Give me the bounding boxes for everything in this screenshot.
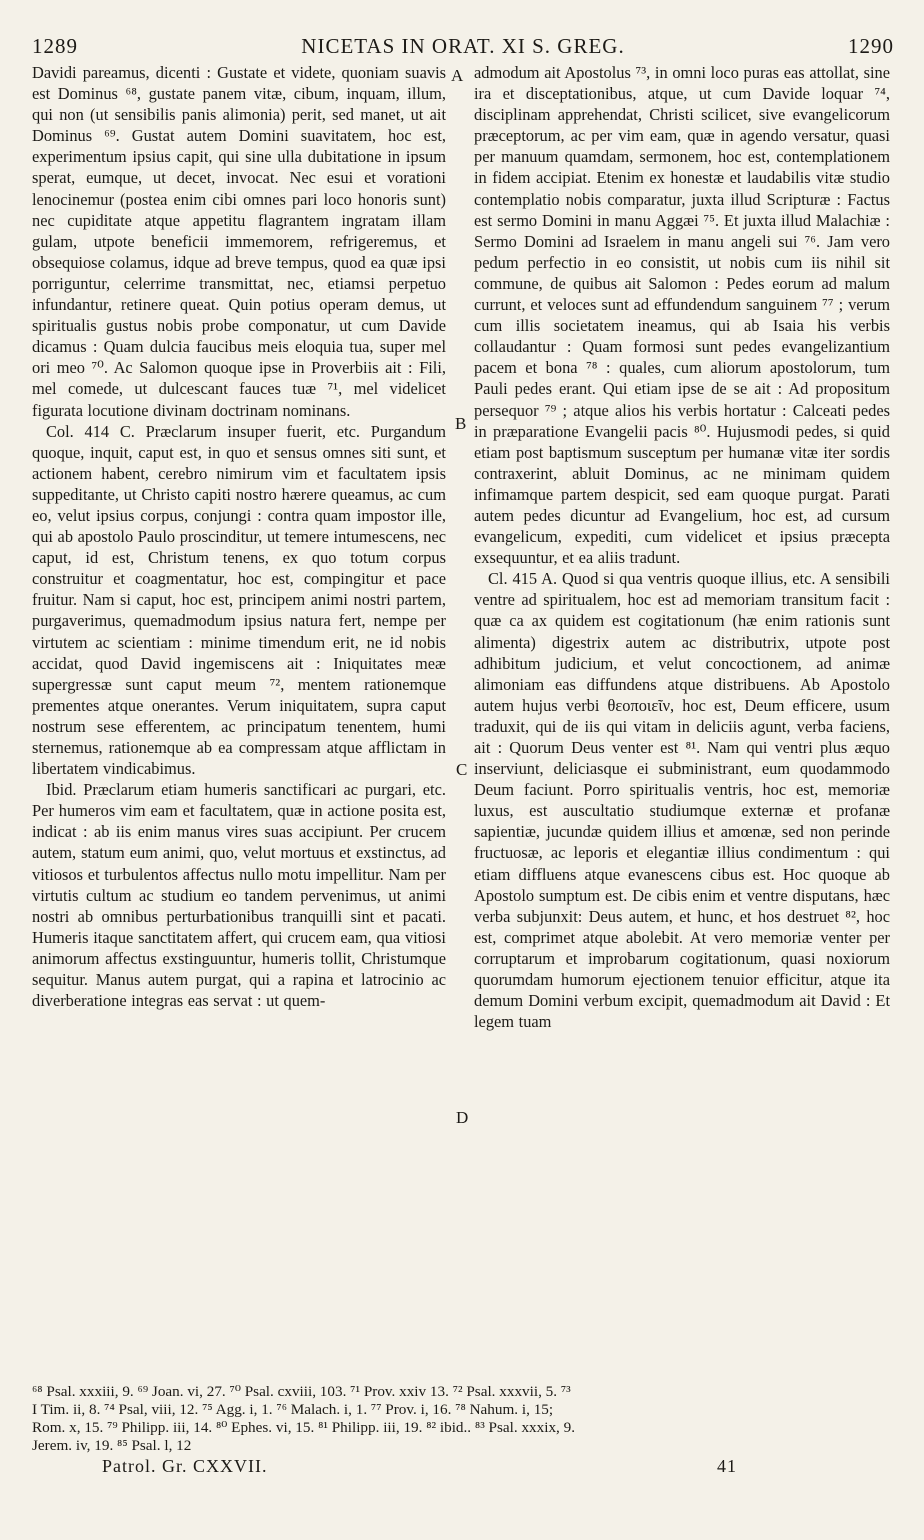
left-paragraph: Davidi pareamus, dicenti : Gustate et videte, quoniam suavis est Dominus ⁶⁸, gustate panem vitæ, cibum, inquam, illum, qui non (ut sensibilis panis alimonia) perit, sed manet, ut ait Dominus ⁶⁹. Gustat autem Domini suavitatem, hoc est, experimentum ipsius capit, qui sine ulla dubitatione in ipsum sperat, eumque, ut decet, invocat. Nec esui et vorationi lenocinemur (postea enim cibi omnes pari loco honoris sunt) nec cupiditate atque appetitu flagrantem ingratam illam gulam, utpote beneficii immemorem, refrigeremus, et obsequiose colamus, idque ad breve tempus, quod ea quæ ipsi porriguntur, celerrime transmittat, nec, etiamsi perpetuo infundantur, retinere queat. Quin potius operam demus, ut spiritualis gustus nobis probe componatur, ut cum Davide dicamus : Quam dulcia faucibus meis eloquia tua, super mel ori meo ⁷⁰. Ac Salomon quoque ipse in Proverbiis ait : Fili, mel comede, ut dulcescant fauces tuæ ⁷¹, mel videlicet figurata locutione divinam doctrinam nominans. — [32, 63, 446, 420]
running-header — [32, 34, 894, 60]
section-marker-d: D — [456, 1108, 469, 1127]
footnotes — [32, 1383, 904, 1455]
left-paragraph: Ibid. Præclarum etiam humeris sanctificari ac purgari, etc. Per humeros vim eam et facultatem, quæ in actione posita est, indicat : ab iis enim manus vires suas accipiunt. Per crucem autem, statum eum animi, quo, velut mortuus et exstinctus, ad vitiosos et turbulentos affectus nullo motu impellitur. Nam per virtutis cultum ac studium eo tandem pervenimus, ut animi nostri ab omnibus perturbationibus tranquilli sint et pacati. Humeris itaque sanctitatem affert, qui crucem eam, qua vitiosi animorum affectus exstinguuntur, humeris tollit, Christumque sequitur. Manus autem purgat, qui a rapina et latrocinio ac diverberatione integras eas servat : ut quem- — [32, 780, 446, 1011]
footnote-line: ⁶⁸ Psal. xxxiii, 9. ⁶⁹ Joan. vi, 27. ⁷⁰ Psal. cxviii, 103. ⁷¹ Prov. xxiv 13. ⁷² Psal. xxxvii, 5. ⁷³ — [32, 1383, 571, 1400]
left-column — [32, 62, 446, 1011]
left-paragraph: Col. 414 C. Præclarum insuper fuerit, etc. Purgandum quoque, inquit, caput est, in quo et sensus omnes siti sunt, et actionem habent, cerebro nimirum vim et facultatem ipsis suppeditante, ut Christo capiti nostro hærere queamus, ac cum eo, velut ipsius corpus, conjungi : contra quam impostor ille, qui ab apostolo Paulo proscinditur, ut temere intumescens, nec caput, id est, Christum tenens, ex quo totum corpus construitur et coagmentatur, hoc est, compingitur et pace fruitur. Nam si caput, hoc est, principem animi nostri partem, purgaverimus, quemadmodum ipsius natura fert, nempe per virtutem ac scientiam : minime timendum erit, ne id nobis accidat, quod David ingemiscens ait : Iniquitates meæ supergressæ sunt caput meum ⁷², mentem rationemque prementes atque onerantes. Verum iniquitatem, supra caput nostrum sese efferentem, ac principatum tenentem, humi sternemus, rationemque ab ea compressam atque afflictam in libertatem vindicabimus. — [32, 421, 446, 779]
right-paragraph: admodum ait Apostolus ⁷³, in omni loco puras eas attollat, sine ira et disceptationibus, atque, ut cum Davide loquar ⁷⁴, disciplinam apprehendat, Christi scilicet, sive evangelicorum præceptorum, ac per vim eam, quæ in agendo versatur, quasi per manuum quamdam, sermonem, hoc est, contemplationem in fidem accipiat. Etenim ex honestæ et laudabilis vitæ studio contemplatio nobis comparatur, juxta illud Scripturæ : Factus est sermo Domini in manu Aggæi ⁷⁵. Et juxta illud Malachiæ : Sermo Domini ad Israelem in manu angeli sui ⁷⁶. Jam vero pedum perfectio in eo consistit, ut nobis cum iis nihil sit commune, de quibus ait Salomon : Pedes eorum ad malum currunt, et veloces sunt ad effundendum sanguinem ⁷⁷ ; verum cum illis societatem ineamus, qui ab Isaia his verbis collaudantur : Quam formosi sunt pedes evangelizantium pacem et bona ⁷⁸ : quales, cum aliorum apostolorum, tum Pauli pedes erant. Qui etiam ipse de se ait : Ad propositum persequor ⁷⁹ ; atque alios his verbis hortatur : Calceati pedes in præparatione Evangelii pacis ⁸⁰. Hujusmodi pedes, si quid etiam post baptismum susceptum per humanæ vitæ iter sordis contraxerint, abluit Dominus, ac ne minimam quidem infimamque partem despicit, sed eam quoque purgat. Parati autem pedes dicuntur ad Evangelium, hoc est, ad cursum evangelicum, expediti, cum videlicet et ipsius præcepta exsequuntur, et ea aliis tradunt. — [474, 63, 890, 568]
section-marker-b: B — [455, 414, 467, 433]
volume-signature: Patrol. Gr. CXXVII. — [102, 1456, 268, 1476]
footnote-line: Rom. x, 15. ⁷⁹ Philipp. iii, 14. ⁸⁰ Ephes. vi, 15. ⁸¹ Philipp. iii, 19. ⁸² ibid.. ⁸³ Psal. xxxix, 9. — [32, 1419, 576, 1436]
column-number-left: 1289 — [32, 34, 78, 58]
section-marker-c: C — [456, 760, 468, 779]
running-title: NICETAS IN ORAT. XI S. GREG. — [301, 34, 625, 58]
section-marker-a: A — [451, 66, 464, 85]
footnote-line: I Tim. ii, 8. ⁷⁴ Psal, viii, 12. ⁷⁵ Agg. i, 1. ⁷⁶ Malach. i, 1. ⁷⁷ Prov. i, 16. ⁷⁸ Nahum. i, 15; — [32, 1401, 554, 1418]
right-paragraph: Cl. 415 A. Quod si qua ventris quoque illius, etc. A sensibili ventre ad spiritualem, hoc est ad memoriam transitum facit : quæ ca ax quidem est cogitationum (hæ enim rationis sunt alimenta) digestrix autem ac distributrix, utpote post adhibitum judicium, et velut concoctionem, ad animæ alimoniam eas diffundens atque distribuens. Ab Apostolo autem hujus verbi θεοποιεῖν, hoc est, Deum efficere, usum traduxit, qui de iis qui vitam in deliciis agunt, verba faciens, ait : Quorum Deus venter est ⁸¹. Nam qui ventri plus æquo inserviunt, deliciasque ei subministrant, eum quodammodo Deum faciunt. Porro spiritualis ventris, hoc est, memoriæ luxus, est auscultatio studiumque externæ et profanæ sapientiæ, jucundæ quidem illius et amœnæ, sed non perinde fructuosæ, ac leporis et elegantiæ illius condimentum : qui etiam diffluens atque evanescens cibus est. Hoc quoque ab Apostolo sumptum est. De cibis enim et ventre disputans, hæc verba subjunxit: Deus autem, et hunc, et hos destruet ⁸², hoc est, comprimet atque abolebit. At vero memoriæ venter per corruptarum et improbarum cogitationum, quasi noxiorum quorumdam humorum ejectionem tenuior efficitur, atque ita demum Domini verbum excipit, quemadmodum ait David : Et legem tuam — [474, 569, 890, 1032]
signature-number: 41 — [717, 1456, 737, 1476]
page-footer — [0, 1456, 924, 1482]
column-number-right: 1290 — [848, 34, 894, 58]
footnote-line: Jerem. iv, 19. ⁸⁵ Psal. l, 12 — [32, 1437, 192, 1454]
right-column — [474, 62, 890, 1032]
